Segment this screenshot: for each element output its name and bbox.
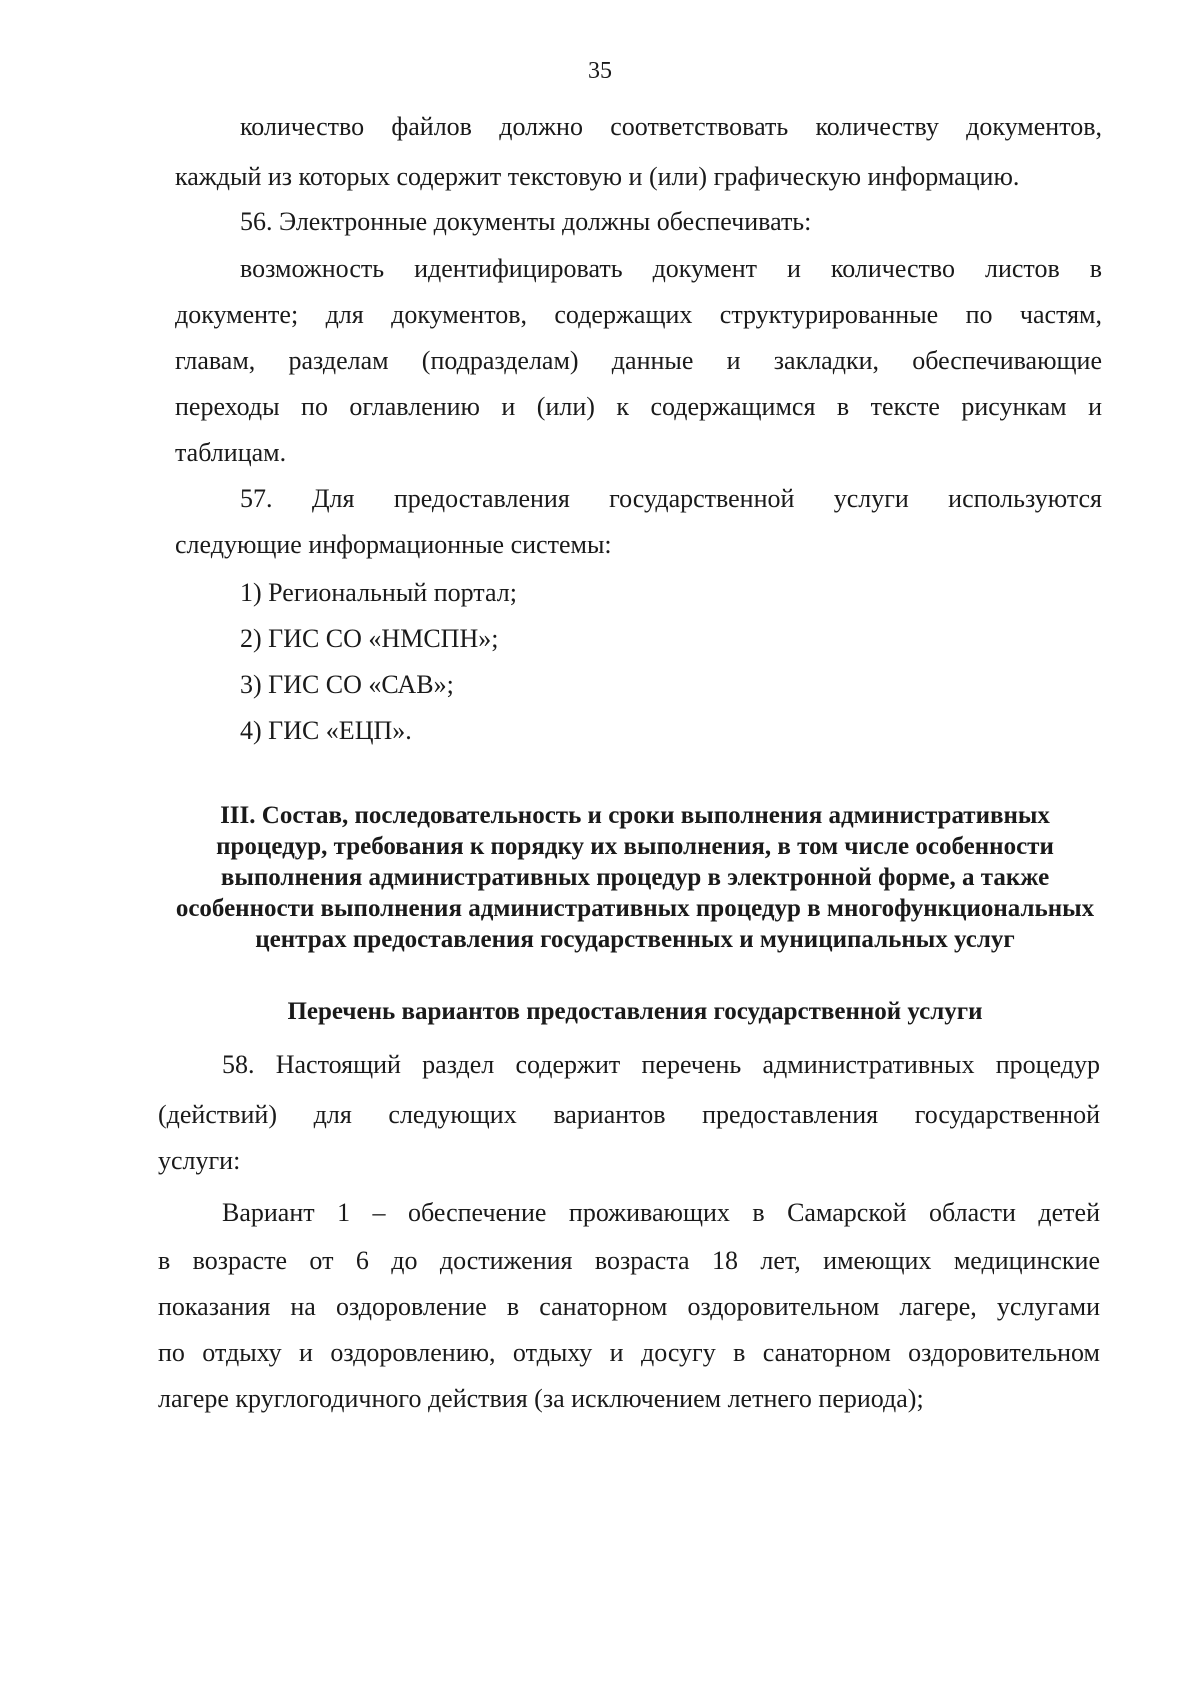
list-item: 1) Региональный портал; [240,578,517,607]
text-line: услуги: [158,1146,241,1175]
text-line: возможность идентифицировать документ и количество листов в [240,254,1102,283]
text-line: лагере круглогодичного действия (за исключением летнего периода); [158,1384,924,1413]
list-item: 4) ГИС «ЕЦП». [240,716,412,745]
text-line: (действий) для следующих вариантов предоставления государственной [158,1100,1100,1129]
subheading: Перечень вариантов предоставления государственной услуги [287,998,983,1025]
text-line: документе; для документов, содержащих структурированные по частям, [175,300,1102,329]
text-line: переходы по оглавлению и (или) к содержащимся в тексте рисункам и [175,392,1102,421]
list-item: 3) ГИС СО «САВ»; [240,670,454,699]
text-line: 58. Настоящий раздел содержит перечень административных процедур [222,1050,1100,1079]
text-line: главам, разделам (подразделам) данные и закладки, обеспечивающие [175,346,1102,375]
text-line: Вариант 1 – обеспечение проживающих в Самарской области детей [222,1198,1100,1227]
list-item: 2) ГИС СО «НМСПН»; [240,624,499,653]
text-line: 56. Электронные документы должны обеспечивать: [240,207,812,236]
text-line: следующие информационные системы: [175,530,612,559]
text-line: таблицам. [175,438,287,467]
text-line: в возрасте от 6 до достижения возраста 18 лет, имеющих медицинские [158,1246,1100,1275]
section-heading: III. Состав, последовательность и сроки выполнения административных процедур, требования к порядку их выполнения, в том числе особенности выполнения административных процедур в электронной форме, а также особенности выполнения административных процедур в многофункциональных центрах предоставления государственных и муниципальных услуг [175,802,1095,953]
page-number: 35 [588,58,612,84]
text-line: 57. Для предоставления государственной услуги используются [240,484,1102,513]
text-line: количество файлов должно соответствовать количеству документов, [240,112,1102,141]
text-line: показания на оздоровление в санаторном оздоровительном лагере, услугами [158,1292,1100,1321]
text-line: каждый из которых содержит текстовую и (или) графическую информацию. [175,162,1020,191]
text-line: по отдыху и оздоровлению, отдыху и досугу в санаторном оздоровительном [158,1338,1100,1367]
